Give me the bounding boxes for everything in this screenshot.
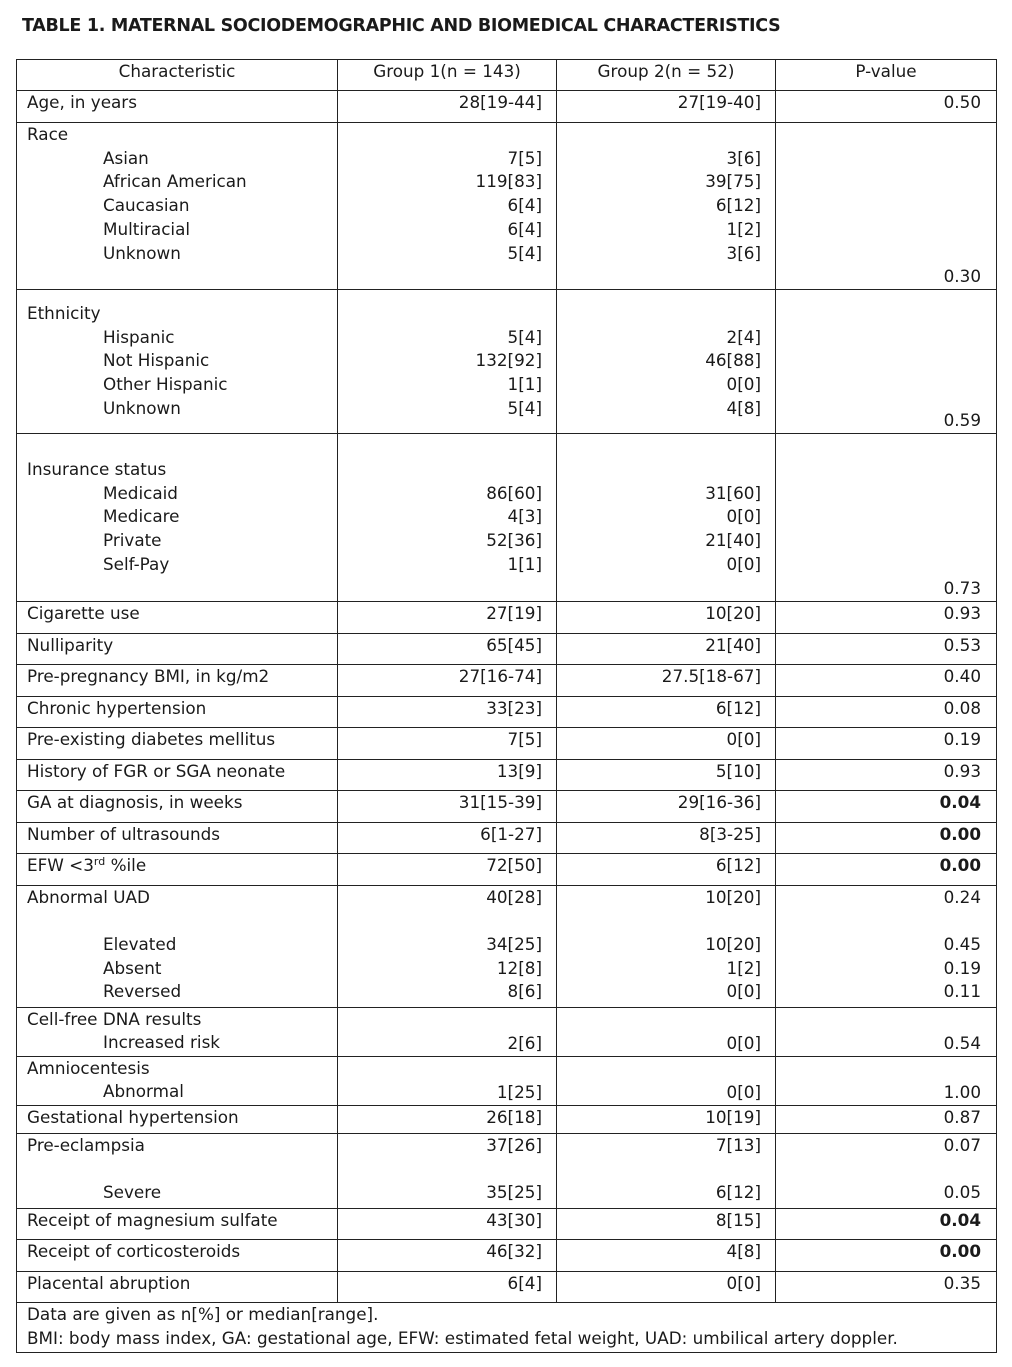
group2-value: 46[88] — [705, 350, 761, 371]
row-label: Ethnicity — [27, 303, 101, 323]
p-value: 0.73 — [943, 578, 981, 599]
p-value: 0.45 — [943, 933, 981, 954]
table-header-row — [17, 60, 997, 91]
group2-value: 3[6] — [726, 242, 761, 263]
p-value: 0.35 — [776, 1271, 997, 1303]
row-label: Gestational hypertension — [17, 1105, 338, 1133]
characteristics-table — [16, 59, 997, 1353]
header-p-value: P-value — [776, 60, 997, 91]
group2-value: 7[13] — [715, 1134, 761, 1155]
group1-value: 27[16-74] — [338, 665, 557, 697]
row-label: EFW <3rd %ile — [17, 854, 338, 886]
sub-label: Not Hispanic — [103, 350, 210, 371]
group2-value: 8[15] — [557, 1208, 776, 1240]
row-label: Receipt of magnesium sulfate — [17, 1208, 338, 1240]
group2-value: 0[0] — [557, 1007, 776, 1056]
group1-value: 52[36] — [486, 530, 542, 551]
group1-value: 40[28] — [486, 886, 542, 907]
group1-value: 1[1] — [507, 553, 542, 574]
p-value: 0.93 — [776, 759, 997, 791]
sub-label: Multiracial — [103, 218, 191, 239]
group2-value: 0[0] — [726, 374, 761, 395]
p-value: 0.24 — [943, 886, 981, 907]
p-value: 0.87 — [776, 1105, 997, 1133]
row-label: GA at diagnosis, in weeks — [17, 791, 338, 823]
p-value: 0.07 — [943, 1134, 981, 1155]
row-label: Chronic hypertension — [17, 696, 338, 728]
sub-label: Other Hispanic — [103, 374, 228, 395]
group2-value: 0[0] — [557, 1056, 776, 1105]
sub-label: Caucasian — [103, 195, 190, 216]
sub-label: Self-Pay — [103, 553, 170, 574]
p-value: 0.59 — [943, 410, 981, 431]
table-row — [17, 728, 997, 760]
group1-value: 6[4] — [507, 195, 542, 216]
group2-value: 5[10] — [557, 759, 776, 791]
sub-label: African American — [103, 171, 247, 192]
row-label: Race — [27, 124, 69, 144]
group1-value: 35[25] — [486, 1181, 542, 1202]
row-label: Placental abruption — [17, 1271, 338, 1303]
group1-value: 46[32] — [338, 1240, 557, 1272]
sub-label: Reversed — [103, 981, 182, 1002]
p-value: 0.00 — [776, 822, 997, 854]
group1-value: 33[23] — [338, 696, 557, 728]
row-label: Age, in years — [17, 91, 338, 123]
group1-value: 1[1] — [507, 374, 542, 395]
group1-value: 34[25] — [486, 933, 542, 954]
group2-value: 0[0] — [726, 553, 761, 574]
group2-value: 4[8] — [557, 1240, 776, 1272]
p-value: 0.05 — [943, 1181, 981, 1202]
p-value: 0.54 — [776, 1007, 997, 1056]
table-row — [17, 822, 997, 854]
sub-label: Severe — [103, 1181, 162, 1202]
table-row — [17, 1105, 997, 1133]
footnote: BMI: body mass index, GA: gestational age, EFW: estimated fetal weight, UAD: umbilical artery doppler. — [27, 1327, 898, 1348]
group1-value: 31[15-39] — [338, 791, 557, 823]
group2-value: 29[16-36] — [557, 791, 776, 823]
group2-value: 10[20] — [705, 886, 761, 907]
table-row — [17, 759, 997, 791]
table-row — [17, 1208, 997, 1240]
group1-value: 43[30] — [338, 1208, 557, 1240]
p-value: 0.53 — [776, 633, 997, 665]
row-label: Pre-eclampsia — [27, 1134, 145, 1155]
group2-value: 6[12] — [715, 195, 761, 216]
table-row — [17, 885, 997, 1007]
group1-value: 6[4] — [507, 218, 542, 239]
group1-value: 2[6] — [338, 1007, 557, 1056]
p-value: 0.30 — [943, 266, 981, 287]
group2-value: 27[19-40] — [557, 91, 776, 123]
sub-label: Abnormal — [103, 1081, 184, 1102]
group1-value: 7[5] — [338, 728, 557, 760]
group1-value: 72[50] — [338, 854, 557, 886]
table-row — [17, 91, 997, 123]
sub-label: Medicaid — [103, 482, 178, 503]
group2-value: 3[6] — [726, 147, 761, 168]
header-characteristic: Characteristic — [17, 60, 338, 91]
group2-value: 10[19] — [557, 1105, 776, 1133]
group1-value: 12[8] — [496, 957, 542, 978]
table-row — [17, 290, 997, 434]
table-row — [17, 434, 997, 602]
group2-value: 27.5[18-67] — [557, 665, 776, 697]
group2-value: 6[12] — [715, 1181, 761, 1202]
group2-value: 10[20] — [705, 933, 761, 954]
group1-value: 5[4] — [507, 326, 542, 347]
group2-value: 1[2] — [726, 218, 761, 239]
group2-value: 1[2] — [726, 957, 761, 978]
p-value: 0.19 — [776, 728, 997, 760]
group1-value: 5[4] — [507, 242, 542, 263]
group1-value: 37[26] — [486, 1134, 542, 1155]
group2-value: 39[75] — [705, 171, 761, 192]
group1-value: 1[25] — [338, 1056, 557, 1105]
table-row — [17, 1056, 997, 1105]
footnote: Data are given as n[%] or median[range]. — [27, 1304, 379, 1324]
group1-value: 13[9] — [338, 759, 557, 791]
p-value: 0.04 — [776, 1208, 997, 1240]
group2-value: 31[60] — [705, 482, 761, 503]
group2-value: 0[0] — [726, 506, 761, 527]
group2-value: 21[40] — [557, 633, 776, 665]
group2-value: 4[8] — [726, 397, 761, 418]
group2-value: 0[0] — [726, 981, 761, 1002]
group1-value: 4[3] — [507, 506, 542, 527]
group1-value: 6[1-27] — [338, 822, 557, 854]
p-value: 1.00 — [776, 1056, 997, 1105]
row-label: Amniocentesis — [27, 1057, 150, 1078]
sub-label: Hispanic — [103, 326, 175, 347]
table-footnotes — [17, 1303, 997, 1353]
row-label: Pre-existing diabetes mellitus — [17, 728, 338, 760]
group2-value: 0[0] — [557, 728, 776, 760]
row-label: Receipt of corticosteroids — [17, 1240, 338, 1272]
group1-value: 119[83] — [475, 171, 542, 192]
row-label: Cell-free DNA results — [27, 1008, 202, 1029]
row-label: Cigarette use — [17, 602, 338, 634]
sub-label: Absent — [103, 957, 162, 978]
table-row — [17, 854, 997, 886]
table-row — [17, 696, 997, 728]
row-label: History of FGR or SGA neonate — [17, 759, 338, 791]
p-value: 0.04 — [776, 791, 997, 823]
sub-label: Private — [103, 530, 162, 551]
header-group2: Group 2(n = 52) — [557, 60, 776, 91]
group1-value: 27[19] — [338, 602, 557, 634]
table-row — [17, 602, 997, 634]
p-value: 0.93 — [776, 602, 997, 634]
group2-value: 8[3-25] — [557, 822, 776, 854]
header-group1: Group 1(n = 143) — [338, 60, 557, 91]
group1-value: 5[4] — [507, 397, 542, 418]
group1-value: 26[18] — [338, 1105, 557, 1133]
table-row — [17, 1133, 997, 1208]
sub-label: Unknown — [103, 397, 181, 418]
group1-value: 132[92] — [475, 350, 542, 371]
table-title: TABLE 1. MATERNAL SOCIODEMOGRAPHIC AND BIOMEDICAL CHARACTERISTICS — [22, 16, 781, 36]
sub-label: Asian — [103, 147, 149, 168]
row-label: Abnormal UAD — [27, 886, 150, 907]
table-row — [17, 791, 997, 823]
group1-value: 6[4] — [338, 1271, 557, 1303]
table-row — [17, 1007, 997, 1056]
group1-value: 28[19-44] — [338, 91, 557, 123]
p-value: 0.50 — [776, 91, 997, 123]
group2-value: 2[4] — [726, 326, 761, 347]
group1-value: 7[5] — [507, 147, 542, 168]
sub-label: Medicare — [103, 506, 180, 527]
group1-value: 8[6] — [507, 981, 542, 1002]
group2-value: 6[12] — [557, 696, 776, 728]
group2-value: 6[12] — [557, 854, 776, 886]
table-row — [17, 665, 997, 697]
sub-label: Elevated — [103, 933, 177, 954]
row-label: Number of ultrasounds — [17, 822, 338, 854]
p-value: 0.00 — [776, 1240, 997, 1272]
sub-label: Increased risk — [103, 1032, 221, 1053]
table-row — [17, 633, 997, 665]
sub-label: Unknown — [103, 242, 181, 263]
row-label: Insurance status — [27, 459, 167, 479]
table-row — [17, 1271, 997, 1303]
group2-value: 10[20] — [557, 602, 776, 634]
p-value: 0.00 — [776, 854, 997, 886]
row-label: Pre-pregnancy BMI, in kg/m2 — [17, 665, 338, 697]
group1-value: 86[60] — [486, 482, 542, 503]
p-value: 0.11 — [943, 981, 981, 1002]
group1-value: 65[45] — [338, 633, 557, 665]
p-value: 0.19 — [943, 957, 981, 978]
group2-value: 21[40] — [705, 530, 761, 551]
row-label: Nulliparity — [17, 633, 338, 665]
table-row — [17, 123, 997, 290]
p-value: 0.08 — [776, 696, 997, 728]
table-row — [17, 1240, 997, 1272]
group2-value: 0[0] — [557, 1271, 776, 1303]
p-value: 0.40 — [776, 665, 997, 697]
